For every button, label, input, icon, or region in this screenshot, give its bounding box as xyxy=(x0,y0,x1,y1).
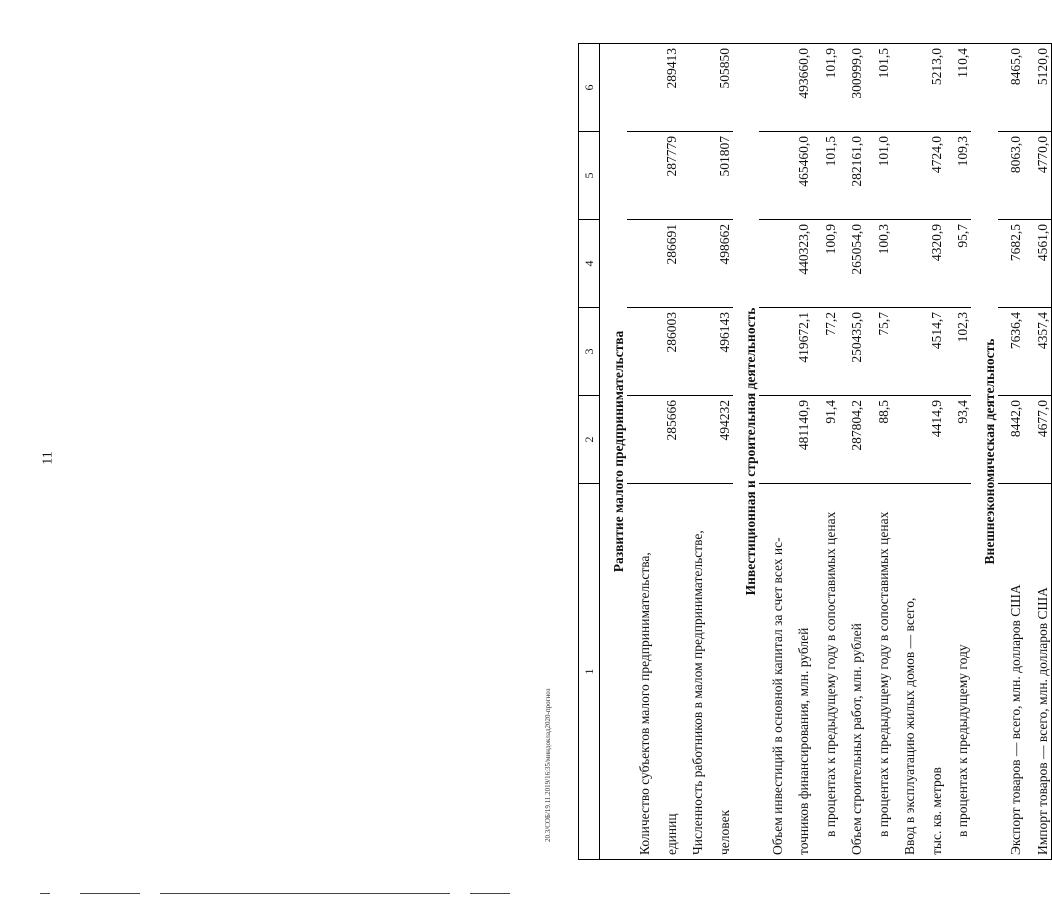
column-header: 1 xyxy=(579,484,600,860)
value-cell xyxy=(759,220,786,308)
value-cell: 102,3 xyxy=(945,308,972,396)
value-cell: 4724,0 xyxy=(918,132,945,220)
value-cell xyxy=(680,220,707,308)
value-cell: 285666 xyxy=(653,396,680,484)
value-cell xyxy=(759,396,786,484)
value-cell: 289413 xyxy=(653,44,680,132)
value-cell: 8063,0 xyxy=(998,132,1025,220)
row-label: Импорт товаров — всего, млн. долларов США xyxy=(1024,484,1051,860)
value-cell xyxy=(759,44,786,132)
value-cell: 286003 xyxy=(653,308,680,396)
value-cell xyxy=(680,308,707,396)
value-cell xyxy=(680,44,707,132)
value-cell: 493660,0 xyxy=(786,44,813,132)
value-cell xyxy=(680,396,707,484)
value-cell xyxy=(627,220,654,308)
column-header: 3 xyxy=(579,308,600,396)
section-row xyxy=(971,44,998,860)
value-cell: 101,9 xyxy=(812,44,839,132)
table-row xyxy=(759,44,786,860)
table-row xyxy=(627,44,654,860)
value-cell: 5213,0 xyxy=(918,44,945,132)
value-cell: 4357,4 xyxy=(1024,308,1051,396)
value-cell: 8465,0 xyxy=(998,44,1025,132)
table-row xyxy=(998,44,1025,860)
value-cell xyxy=(680,132,707,220)
value-cell: 88,5 xyxy=(865,396,892,484)
value-cell: 494232 xyxy=(706,396,733,484)
table-row xyxy=(865,44,892,860)
table-row xyxy=(839,44,866,860)
value-cell: 110,4 xyxy=(945,44,972,132)
row-label: Экспорт товаров — всего, млн. долларов США xyxy=(998,484,1025,860)
value-cell: 496143 xyxy=(706,308,733,396)
row-label: единиц xyxy=(653,484,680,860)
value-cell: 4320,9 xyxy=(918,220,945,308)
section-title: Развитие малого предпринимательства xyxy=(600,44,627,860)
value-cell: 287804,2 xyxy=(839,396,866,484)
value-cell: 91,4 xyxy=(812,396,839,484)
value-cell: 7682,5 xyxy=(998,220,1025,308)
value-cell: 7636,4 xyxy=(998,308,1025,396)
value-cell: 250435,0 xyxy=(839,308,866,396)
header-row xyxy=(579,44,600,860)
value-cell: 501807 xyxy=(706,132,733,220)
statistics-table xyxy=(578,43,1052,860)
value-cell: 300999,0 xyxy=(839,44,866,132)
row-label: человек xyxy=(706,484,733,860)
rotated-table-block xyxy=(578,44,1048,860)
scan-edge-marks xyxy=(0,893,640,897)
section-title: Внешнеэкономическая деятельность xyxy=(971,44,998,860)
value-cell xyxy=(627,44,654,132)
value-cell: 109,3 xyxy=(945,132,972,220)
value-cell: 265054,0 xyxy=(839,220,866,308)
value-cell xyxy=(627,132,654,220)
value-cell: 440323,0 xyxy=(786,220,813,308)
value-cell: 101,5 xyxy=(865,44,892,132)
value-cell: 77,2 xyxy=(812,308,839,396)
value-cell xyxy=(759,308,786,396)
value-cell: 95,7 xyxy=(945,220,972,308)
value-cell: 4770,0 xyxy=(1024,132,1051,220)
column-header: 6 xyxy=(579,44,600,132)
value-cell: 505850 xyxy=(706,44,733,132)
footer-note: 20.3/СОБ/19.11.2019/16:35/миндоклад2020-прогноз xyxy=(544,688,552,842)
row-label: в процентах к предыдущему году xyxy=(945,484,972,860)
value-cell xyxy=(892,308,919,396)
row-label: тыс. кв. метров xyxy=(918,484,945,860)
value-cell: 465460,0 xyxy=(786,132,813,220)
row-label: Количество субъектов малого предпринимательства, xyxy=(627,484,654,860)
row-label: в процентах к предыдущему году в сопоставимых ценах xyxy=(812,484,839,860)
row-label: Объем строительных работ, млн. рублей xyxy=(839,484,866,860)
value-cell: 286691 xyxy=(653,220,680,308)
table-row xyxy=(892,44,919,860)
value-cell xyxy=(892,220,919,308)
row-label: Ввод в эксплуатацию жилых домов — всего, xyxy=(892,484,919,860)
value-cell: 481140,9 xyxy=(786,396,813,484)
value-cell: 5120,0 xyxy=(1024,44,1051,132)
value-cell: 101,5 xyxy=(812,132,839,220)
value-cell: 282161,0 xyxy=(839,132,866,220)
table-row xyxy=(786,44,813,860)
row-label: Объем инвестиций в основной капитал за счет всех ис- xyxy=(759,484,786,860)
value-cell xyxy=(759,132,786,220)
table-row xyxy=(918,44,945,860)
value-cell: 8442,0 xyxy=(998,396,1025,484)
row-label: точников финансирования, млн. рублей xyxy=(786,484,813,860)
row-label: в процентах к предыдущему году в сопоставимых ценах xyxy=(865,484,892,860)
value-cell: 101,0 xyxy=(865,132,892,220)
value-cell: 4561,0 xyxy=(1024,220,1051,308)
section-row xyxy=(600,44,627,860)
value-cell: 4677,0 xyxy=(1024,396,1051,484)
value-cell: 498662 xyxy=(706,220,733,308)
value-cell: 100,9 xyxy=(812,220,839,308)
column-header: 4 xyxy=(579,220,600,308)
value-cell: 287779 xyxy=(653,132,680,220)
section-row xyxy=(733,44,760,860)
value-cell xyxy=(892,132,919,220)
value-cell xyxy=(892,396,919,484)
column-header: 2 xyxy=(579,396,600,484)
table-row xyxy=(706,44,733,860)
section-title: Инвестиционная и строительная деятельность xyxy=(733,44,760,860)
value-cell: 4514,7 xyxy=(918,308,945,396)
table-row xyxy=(812,44,839,860)
table-row xyxy=(945,44,972,860)
value-cell: 93,4 xyxy=(945,396,972,484)
value-cell xyxy=(627,396,654,484)
row-label: Численность работников в малом предпринимательстве, xyxy=(680,484,707,860)
value-cell xyxy=(627,308,654,396)
table-row xyxy=(680,44,707,860)
value-cell: 4414,9 xyxy=(918,396,945,484)
table-row xyxy=(653,44,680,860)
table-row xyxy=(1024,44,1051,860)
page-number: 11 xyxy=(40,451,56,465)
value-cell xyxy=(892,44,919,132)
value-cell: 419672,1 xyxy=(786,308,813,396)
value-cell: 100,3 xyxy=(865,220,892,308)
value-cell: 75,7 xyxy=(865,308,892,396)
column-header: 5 xyxy=(579,132,600,220)
